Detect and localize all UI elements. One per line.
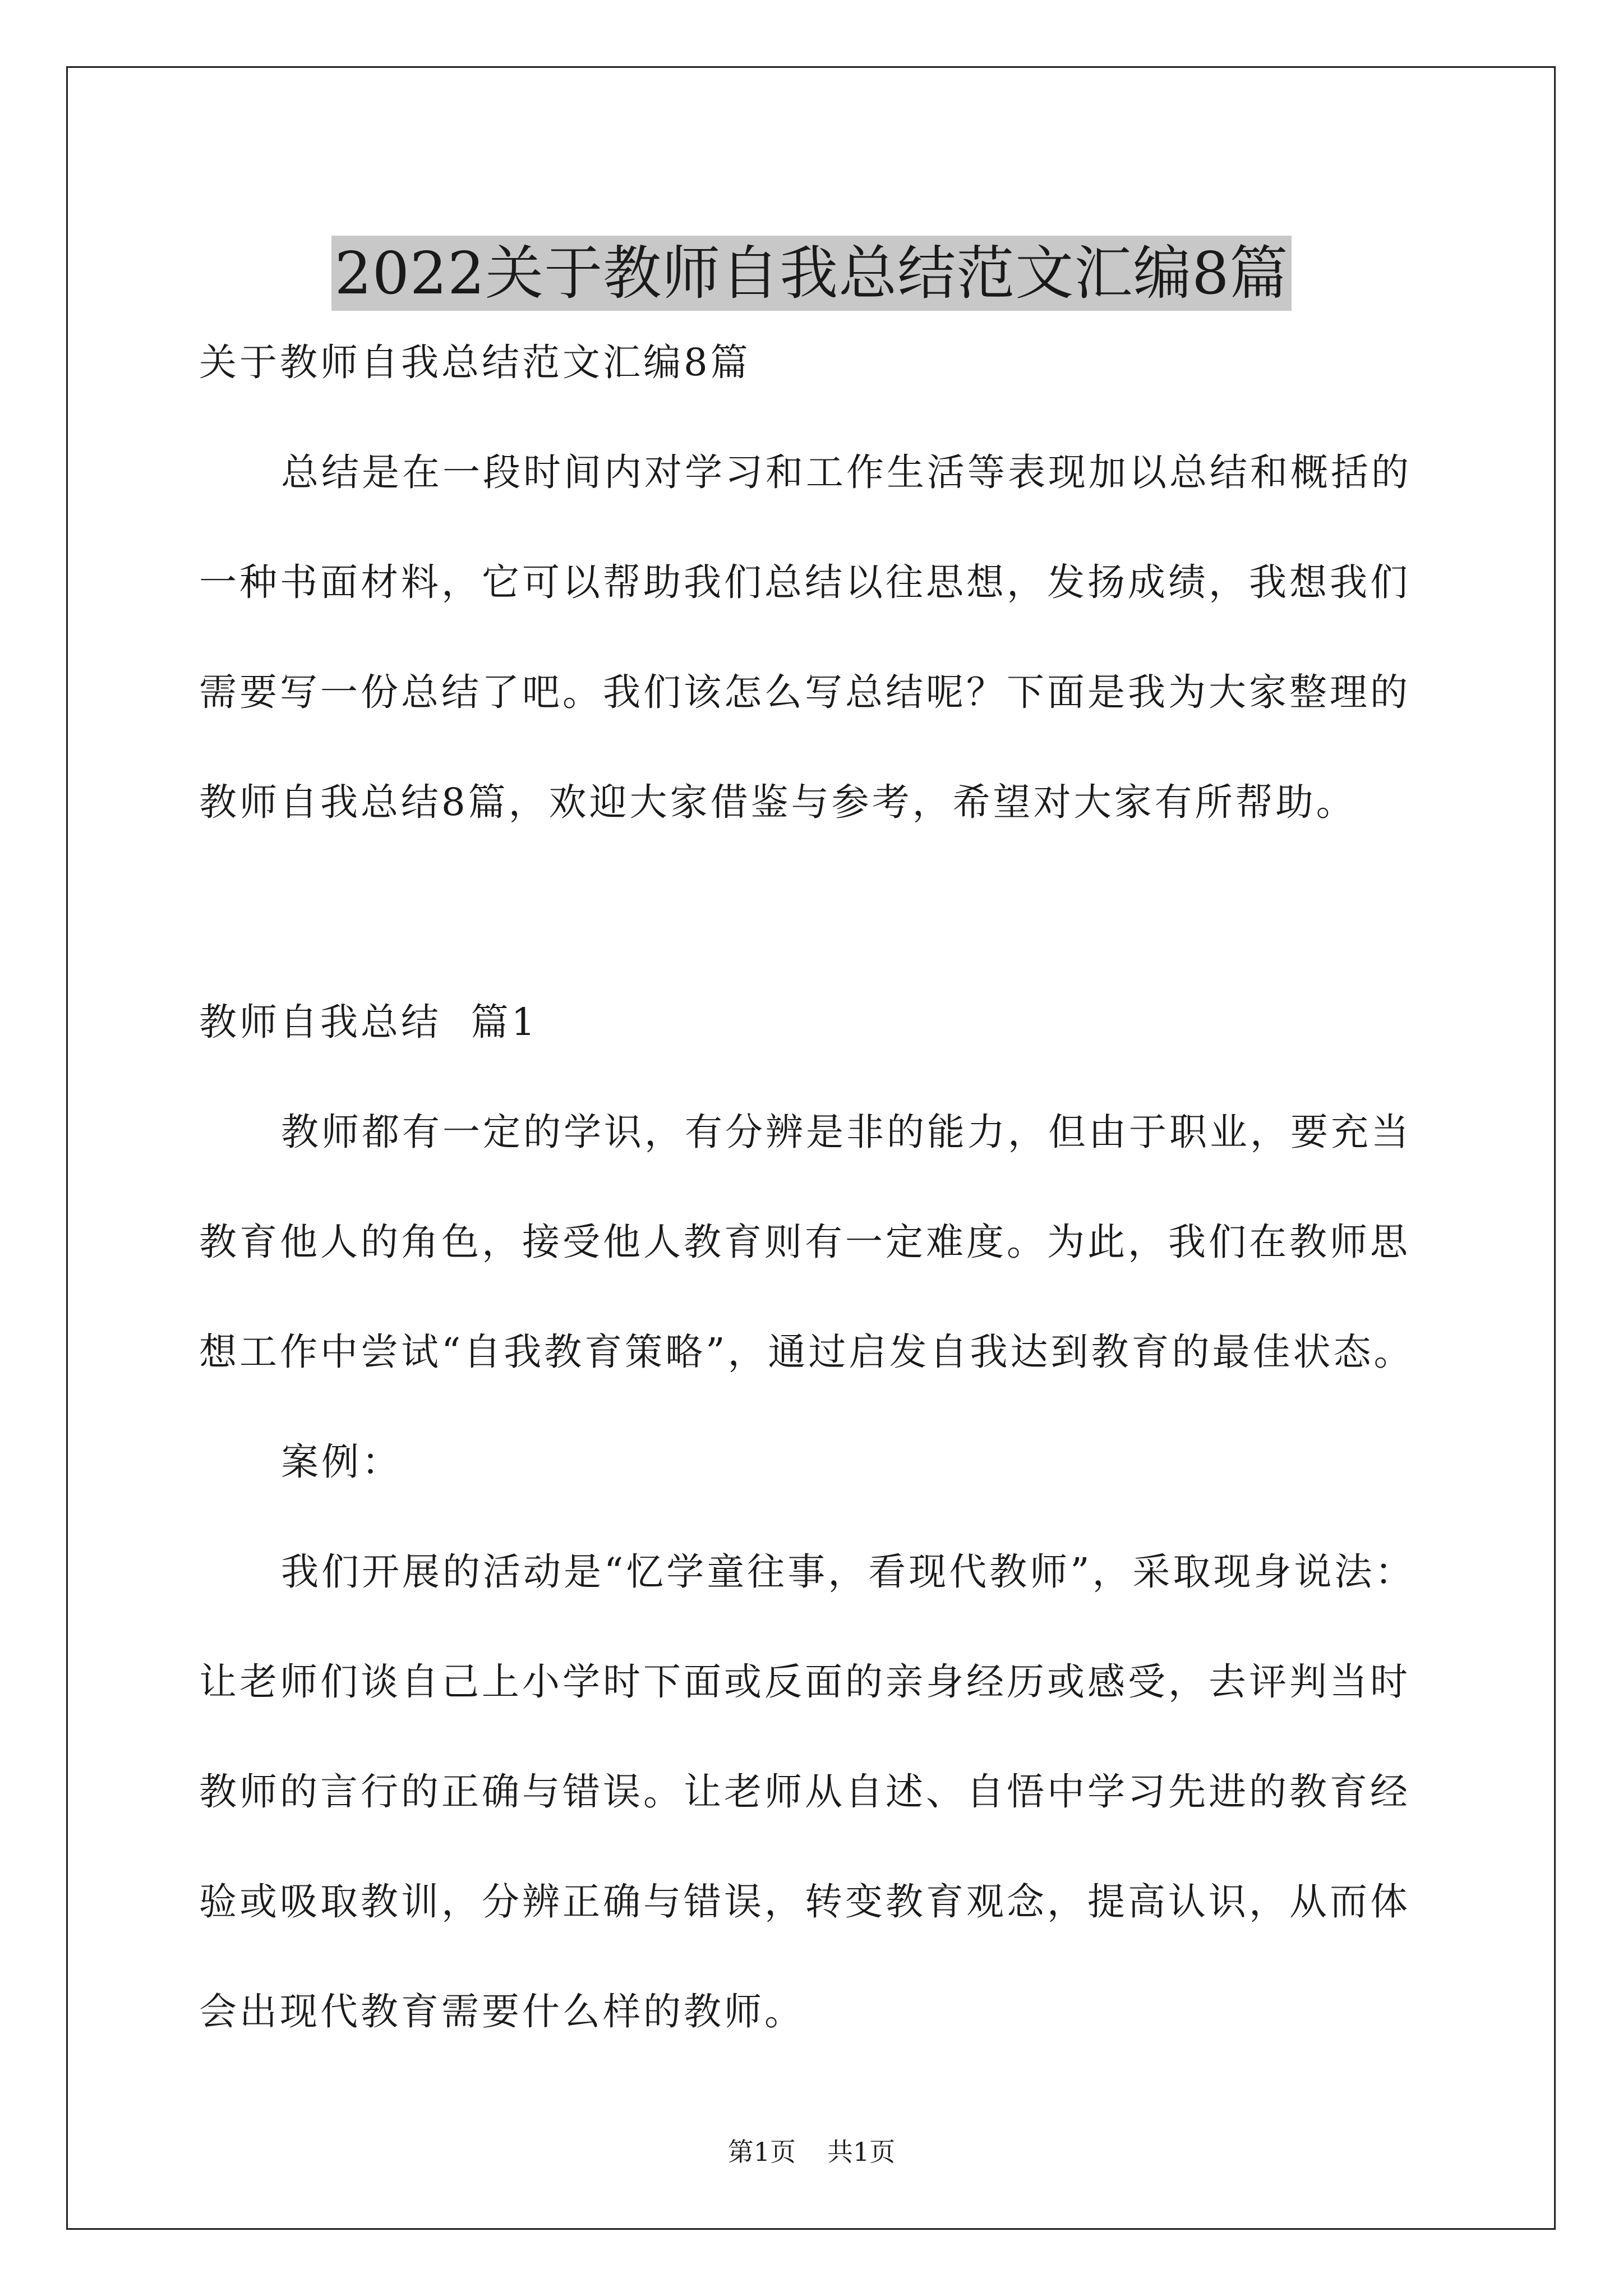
- intro-line: 需要写一份总结了吧。我们该怎么写总结呢？下面是我为大家整理的: [199, 670, 1410, 714]
- paragraph-line: 让老师们谈自己上小学时下面或反面的亲身经历或感受，去评判当时: [199, 1660, 1410, 1704]
- paragraph-line: 想工作中尝试“自我教育策略”，通过启发自我达到教育的最佳状态。: [199, 1330, 1414, 1374]
- paragraph-line: 教育他人的角色，接受他人教育则有一定难度。为此，我们在教师思: [199, 1220, 1410, 1264]
- paragraph-line: 教师的言行的正确与错误。让老师从自述、自悟中学习先进的教育经: [199, 1770, 1410, 1814]
- section-spacer: [199, 857, 1433, 967]
- page-number: 第1页: [727, 2137, 796, 2167]
- paragraph-line: 教师都有一定的学识，有分辨是非的能力，但由于职业，要充当: [281, 1110, 1412, 1154]
- section-heading: 教师自我总结 篇1: [199, 1000, 538, 1044]
- page-total: 共1页: [827, 2137, 896, 2167]
- paragraph-line: 会出现代教育需要什么样的教师。: [199, 1990, 805, 2033]
- document-subtitle: 关于教师自我总结范文汇编8篇: [199, 341, 751, 384]
- document-body: [199, 307, 1433, 2067]
- paragraph-line: 我们开展的活动是“忆学童往事，看现代教师”，采取现身说法：: [281, 1550, 1415, 1594]
- document-title: 2022关于教师自我总结范文汇编8篇: [331, 236, 1292, 311]
- intro-line: 总结是在一段时间内对学习和工作生活等表现加以总结和概括的: [281, 450, 1412, 494]
- case-label: 案例：: [281, 1440, 402, 1484]
- intro-line: 教师自我总结8篇，欢迎大家借鉴与参考，希望对大家有所帮助。: [199, 780, 1357, 824]
- page-footer: [0, 2136, 1623, 2168]
- intro-line: 一种书面材料，它可以帮助我们总结以往思想，发扬成绩，我想我们: [199, 560, 1410, 604]
- paragraph-line: 验或吸取教训，分辨正确与错误，转变教育观念，提高认识，从而体: [199, 1880, 1410, 1924]
